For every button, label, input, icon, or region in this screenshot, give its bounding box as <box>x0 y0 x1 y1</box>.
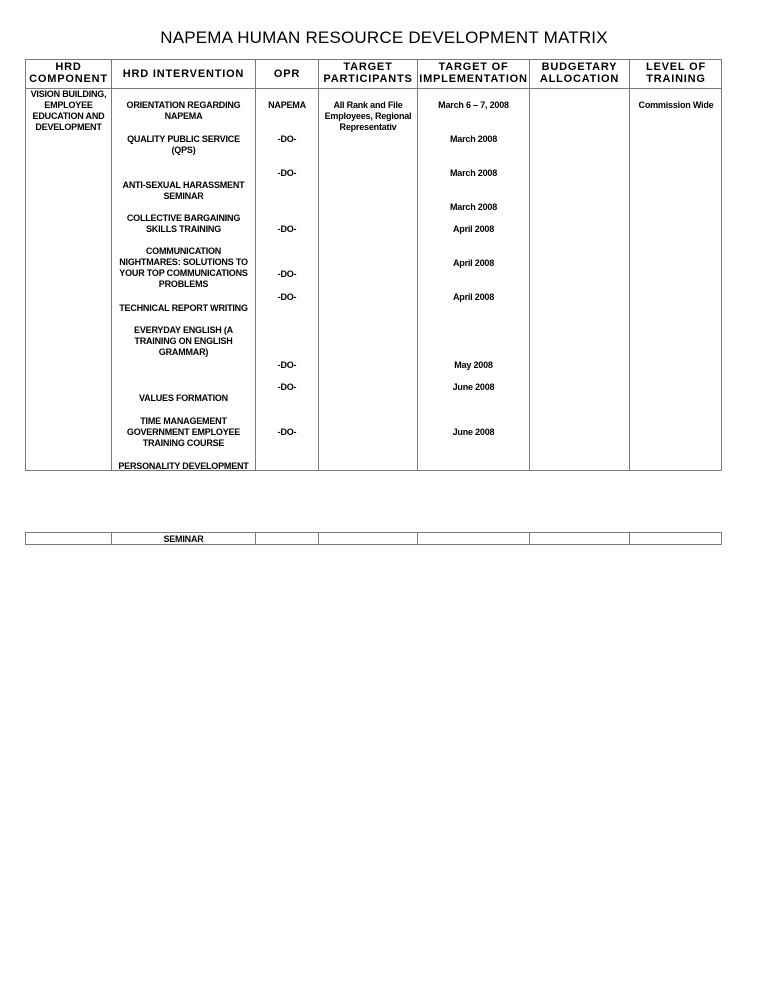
intervention-item: COLLECTIVE BARGAINING SKILLS TRAINING <box>126 213 241 234</box>
header-budgetary-allocation: BUDGETARY ALLOCATION <box>539 61 620 85</box>
header-target-participants: TARGET PARTICIPANTS <box>323 61 413 85</box>
implementation-date: April 2008 <box>452 258 495 268</box>
implementation-date: April 2008 <box>452 224 495 234</box>
opr-value: NAPEMA <box>268 100 306 110</box>
column-divider <box>255 533 256 544</box>
level-of-training-value: Commission Wide <box>638 100 714 110</box>
continuation-intervention: SEMINAR <box>163 534 204 544</box>
column-divider <box>529 533 530 544</box>
intervention-item: ORIENTATION REGARDING NAPEMA <box>126 100 241 121</box>
intervention-item: ANTI-SEXUAL HARASSMENT SEMINAR <box>122 180 245 201</box>
header-hrd-component: HRD COMPONENT <box>29 61 108 85</box>
implementation-date: March 2008 <box>449 202 498 212</box>
implementation-date: March 6 – 7, 2008 <box>438 100 509 110</box>
implementation-date: March 2008 <box>449 168 498 178</box>
intervention-item: PERSONALITY DEVELOPMENT <box>118 461 249 471</box>
opr-value: -DO- <box>277 168 297 178</box>
header-opr: OPR <box>273 68 301 80</box>
column-divider <box>629 60 630 470</box>
opr-value: -DO- <box>277 427 297 437</box>
intervention-item: TECHNICAL REPORT WRITING <box>119 303 248 313</box>
implementation-date: June 2008 <box>452 382 495 392</box>
continuation-row <box>25 532 722 545</box>
header-target-implementation: TARGET OF IMPLEMENTATION <box>419 61 528 85</box>
intervention-item: QUALITY PUBLIC SERVICE (QPS) <box>127 134 240 155</box>
target-participants-value: All Rank and File Employees, Regional Representativ <box>324 100 412 132</box>
opr-value: -DO- <box>277 134 297 144</box>
implementation-date: March 2008 <box>449 134 498 144</box>
hrd-component-value: VISION BUILDING, EMPLOYEE EDUCATION AND DEVELOPMENT <box>30 89 107 132</box>
intervention-item: COMMUNICATION NIGHTMARES: SOLUTIONS TO YOUR TOP COMMUNICATIONS PROBLEMS <box>119 246 248 289</box>
header-hrd-intervention: HRD INTERVENTION <box>122 68 245 80</box>
column-divider <box>417 533 418 544</box>
intervention-item: TIME MANAGEMENT GOVERNMENT EMPLOYEE TRAINING COURSE <box>126 416 241 448</box>
column-divider <box>318 60 319 470</box>
opr-value: -DO- <box>277 269 297 279</box>
column-divider <box>629 533 630 544</box>
opr-value: -DO- <box>277 224 297 234</box>
column-divider <box>255 60 256 470</box>
implementation-date: April 2008 <box>452 292 495 302</box>
opr-value: -DO- <box>277 360 297 370</box>
column-divider <box>111 60 112 470</box>
column-divider <box>529 60 530 470</box>
intervention-item: EVERYDAY ENGLISH (A TRAINING ON ENGLISH GRAMMAR) <box>134 325 233 357</box>
header-divider <box>26 88 721 89</box>
implementation-date: May 2008 <box>454 360 493 370</box>
page-title: NAPEMA HUMAN RESOURCE DEVELOPMENT MATRIX <box>160 28 608 47</box>
opr-value: -DO- <box>277 382 297 392</box>
column-divider <box>318 533 319 544</box>
header-level-of-training: LEVEL OF TRAINING <box>646 61 706 85</box>
implementation-date: June 2008 <box>452 427 495 437</box>
opr-value: -DO- <box>277 292 297 302</box>
hrd-matrix-table <box>25 59 722 471</box>
intervention-item: VALUES FORMATION <box>139 393 228 403</box>
